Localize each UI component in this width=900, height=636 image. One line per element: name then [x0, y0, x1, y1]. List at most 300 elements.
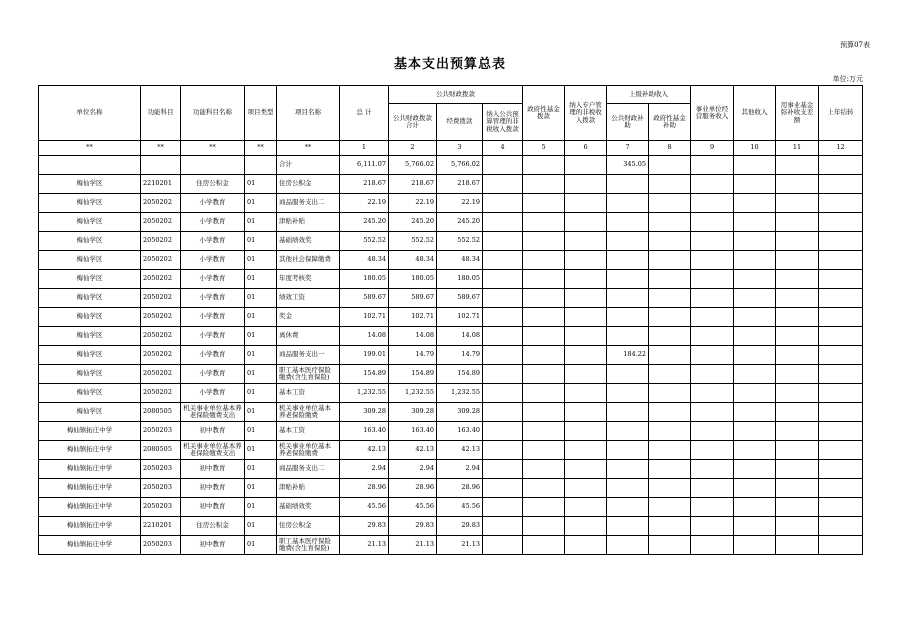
- empty-cell: [483, 289, 523, 308]
- cell-func-code: 2050202: [141, 365, 181, 384]
- cell-item-name: 基本工资: [277, 422, 340, 441]
- cell-total: 309.28: [340, 403, 389, 422]
- header-reserve-fund: 用事业基金弥补收支差额: [776, 86, 819, 141]
- empty-cell: [483, 403, 523, 422]
- cell-item-type: 01: [245, 517, 277, 536]
- cell-func-name: 小学教育: [181, 327, 245, 346]
- cell-item-type: 01: [245, 270, 277, 289]
- cell-total: 218.67: [340, 175, 389, 194]
- cell-func-name: 初中教育: [181, 536, 245, 555]
- cell-pf-subtotal: 21.13: [389, 536, 437, 555]
- index-cell: 5: [523, 141, 565, 156]
- empty-cell: [565, 346, 607, 365]
- empty-cell: [483, 346, 523, 365]
- cell-item-name: 职工基本医疗保险缴费(含生育保险): [277, 536, 340, 555]
- empty-cell: [483, 384, 523, 403]
- cell-total: 163.40: [340, 422, 389, 441]
- index-cell: **: [39, 141, 141, 156]
- empty-cell: [565, 498, 607, 517]
- cell-func-name: 小学教育: [181, 213, 245, 232]
- empty-cell: [691, 422, 734, 441]
- cell-pf-subtotal: 218.67: [389, 175, 437, 194]
- cell-item-type: 01: [245, 232, 277, 251]
- empty-cell: [776, 232, 819, 251]
- empty-cell: [649, 403, 691, 422]
- cell-item-name: 离休费: [277, 327, 340, 346]
- cell-unit-name: 梅仙镇拓庄中学: [39, 422, 141, 441]
- index-cell: 2: [389, 141, 437, 156]
- cell-func-name: 小学教育: [181, 194, 245, 213]
- empty-cell: [649, 498, 691, 517]
- empty-cell: [649, 289, 691, 308]
- cell-unit-name: 梅仙学区: [39, 194, 141, 213]
- cell-total: 45.56: [340, 498, 389, 517]
- empty-cell: [483, 251, 523, 270]
- empty-cell: [776, 384, 819, 403]
- empty-cell: [734, 460, 776, 479]
- empty-cell: [734, 213, 776, 232]
- empty-cell: [649, 441, 691, 460]
- cell-item-type: 01: [245, 422, 277, 441]
- empty-cell: [523, 251, 565, 270]
- cell-unit-name: 梅仙学区: [39, 327, 141, 346]
- cell-func-name: 初中教育: [181, 422, 245, 441]
- index-cell: 7: [607, 141, 649, 156]
- cell-total: 180.05: [340, 270, 389, 289]
- cell-func-code: 2050202: [141, 213, 181, 232]
- index-cell: 12: [819, 141, 863, 156]
- empty-cell: [776, 460, 819, 479]
- empty-cell: [565, 403, 607, 422]
- empty-cell: [565, 422, 607, 441]
- cell-func-code: 2080505: [141, 403, 181, 422]
- cell-item-type: 01: [245, 289, 277, 308]
- empty-cell: [565, 251, 607, 270]
- cell-sup-public: [607, 422, 649, 441]
- cell-unit-name: 梅仙学区: [39, 175, 141, 194]
- table-row: [39, 213, 863, 232]
- empty-cell: [649, 460, 691, 479]
- empty-cell: [819, 232, 863, 251]
- empty-cell: [734, 308, 776, 327]
- cell-pf-subtotal: 14.79: [389, 346, 437, 365]
- cell-func-name: 初中教育: [181, 479, 245, 498]
- empty-cell: [734, 441, 776, 460]
- cell-total: 22.19: [340, 194, 389, 213]
- empty-cell: [734, 536, 776, 555]
- empty-cell: [523, 441, 565, 460]
- cell-total: 48.34: [340, 251, 389, 270]
- empty-cell: [483, 498, 523, 517]
- empty-cell: [483, 536, 523, 555]
- empty-cell: [565, 536, 607, 555]
- cell-pf-subtotal: 245.20: [389, 213, 437, 232]
- cell-func-code: 2050202: [141, 251, 181, 270]
- empty-cell: [565, 365, 607, 384]
- cell-sup-public: [607, 289, 649, 308]
- empty-cell: [819, 213, 863, 232]
- empty-cell: [523, 479, 565, 498]
- empty-cell: [523, 384, 565, 403]
- empty-cell: [819, 498, 863, 517]
- empty-cell: [691, 384, 734, 403]
- cell-item-type: 01: [245, 175, 277, 194]
- empty-cell: [819, 536, 863, 555]
- empty-cell: [483, 213, 523, 232]
- cell-pf-fund: 21.13: [437, 536, 483, 555]
- cell-func-code: 2050203: [141, 479, 181, 498]
- total-amount: 6,111.07: [340, 156, 389, 175]
- cell-item-name: 基础绩效奖: [277, 232, 340, 251]
- empty-cell: [776, 517, 819, 536]
- table-row: [39, 327, 863, 346]
- empty-cell: [649, 270, 691, 289]
- cell-item-name: 奖金: [277, 308, 340, 327]
- empty-cell: [691, 517, 734, 536]
- cell-func-code: 2050202: [141, 289, 181, 308]
- empty-cell: [819, 308, 863, 327]
- empty-cell: [649, 213, 691, 232]
- cell-item-name: 住房公积金: [277, 517, 340, 536]
- cell-item-name: 基本工资: [277, 384, 340, 403]
- header-unit-name: 单位名称: [39, 86, 141, 141]
- cell-pf-fund: 14.08: [437, 327, 483, 346]
- cell-item-type: 01: [245, 251, 277, 270]
- empty-cell: [819, 175, 863, 194]
- cell-unit-name: 梅仙学区: [39, 346, 141, 365]
- cell-item-type: 01: [245, 441, 277, 460]
- cell-func-code: 2050203: [141, 422, 181, 441]
- cell-func-name: 小学教育: [181, 384, 245, 403]
- table-row: [39, 384, 863, 403]
- data-body: [39, 175, 863, 555]
- index-cell: 6: [565, 141, 607, 156]
- total-pf-subtotal: 5,766.02: [389, 156, 437, 175]
- empty-cell: [819, 460, 863, 479]
- empty-cell: [691, 308, 734, 327]
- table-row: [39, 460, 863, 479]
- cell-func-name: 小学教育: [181, 232, 245, 251]
- cell-item-name: 津贴补贴: [277, 213, 340, 232]
- cell-item-type: 01: [245, 327, 277, 346]
- empty-cell: [776, 498, 819, 517]
- empty-cell: [734, 232, 776, 251]
- empty-cell: [523, 232, 565, 251]
- cell-total: 2.94: [340, 460, 389, 479]
- empty-cell: [734, 498, 776, 517]
- empty-cell: [565, 289, 607, 308]
- total-pf-fund: 5,766.02: [437, 156, 483, 175]
- cell-func-code: 2210201: [141, 175, 181, 194]
- empty-cell: [776, 422, 819, 441]
- cell-pf-fund: 29.83: [437, 517, 483, 536]
- cell-pf-subtotal: 29.83: [389, 517, 437, 536]
- index-cell: 10: [734, 141, 776, 156]
- cell-func-code: 2050203: [141, 536, 181, 555]
- empty-cell: [819, 384, 863, 403]
- cell-unit-name: 梅仙镇拓庄中学: [39, 479, 141, 498]
- empty-cell: [691, 251, 734, 270]
- cell-sup-public: [607, 536, 649, 555]
- empty-cell: [565, 232, 607, 251]
- empty-cell: [819, 441, 863, 460]
- empty-cell: [649, 308, 691, 327]
- empty-cell: [523, 403, 565, 422]
- index-cell: **: [245, 141, 277, 156]
- cell-pf-subtotal: 102.71: [389, 308, 437, 327]
- empty-cell: [819, 346, 863, 365]
- table-row: [39, 232, 863, 251]
- form-number-label: 预算07表: [840, 41, 870, 49]
- cell-item-type: 01: [245, 346, 277, 365]
- cell-total: 199.01: [340, 346, 389, 365]
- header-item-type: 项目类型: [245, 86, 277, 141]
- cell-pf-fund: 245.20: [437, 213, 483, 232]
- cell-item-type: 01: [245, 403, 277, 422]
- empty-cell: [776, 346, 819, 365]
- empty-cell: [734, 270, 776, 289]
- table-row: [39, 479, 863, 498]
- empty-cell: [819, 365, 863, 384]
- empty-cell: [691, 498, 734, 517]
- empty-cell: [565, 194, 607, 213]
- index-row: [39, 141, 863, 156]
- empty-cell: [565, 479, 607, 498]
- cell-total: 245.20: [340, 213, 389, 232]
- cell-total: 29.83: [340, 517, 389, 536]
- empty-cell: [523, 498, 565, 517]
- empty-cell: [649, 384, 691, 403]
- page-title: 基本支出预算总表: [393, 57, 506, 72]
- empty-cell: [523, 213, 565, 232]
- cell-sup-public: 184.22: [607, 346, 649, 365]
- empty-cell: [691, 270, 734, 289]
- cell-unit-name: 梅仙学区: [39, 365, 141, 384]
- cell-sup-public: [607, 213, 649, 232]
- table-row: [39, 403, 863, 422]
- cell-func-code: 2050203: [141, 498, 181, 517]
- cell-total: 1,232.55: [340, 384, 389, 403]
- total-label: 合计: [277, 156, 340, 175]
- table-row: [39, 308, 863, 327]
- empty-cell: [483, 270, 523, 289]
- header-carryover: 上年结转: [819, 86, 863, 141]
- cell-item-name: 商品服务支出二: [277, 460, 340, 479]
- cell-unit-name: 梅仙学区: [39, 384, 141, 403]
- empty-cell: [691, 213, 734, 232]
- cell-item-name: 职工基本医疗保险缴费(含生育保险): [277, 365, 340, 384]
- empty-cell: [819, 251, 863, 270]
- cell-pf-fund: 48.34: [437, 251, 483, 270]
- table-row: [39, 441, 863, 460]
- header-item-name: 项目名称: [277, 86, 340, 141]
- table-row: [39, 289, 863, 308]
- empty-cell: [776, 175, 819, 194]
- index-cell: 4: [483, 141, 523, 156]
- header-superior: 上级补助收入: [607, 86, 691, 104]
- cell-total: 14.08: [340, 327, 389, 346]
- empty-cell: [483, 327, 523, 346]
- cell-item-name: 商品服务支出二: [277, 194, 340, 213]
- empty-cell: [734, 403, 776, 422]
- empty-cell: [734, 327, 776, 346]
- cell-sup-public: [607, 479, 649, 498]
- index-cell: **: [277, 141, 340, 156]
- cell-item-name: 机关事业单位基本养老保险缴费: [277, 441, 340, 460]
- cell-sup-public: [607, 251, 649, 270]
- empty-cell: [523, 175, 565, 194]
- empty-cell: [691, 536, 734, 555]
- cell-item-name: 商品服务支出一: [277, 346, 340, 365]
- empty-cell: [691, 403, 734, 422]
- empty-cell: [649, 422, 691, 441]
- empty-cell: [565, 327, 607, 346]
- index-cell: **: [181, 141, 245, 156]
- empty-cell: [649, 232, 691, 251]
- empty-cell: [691, 460, 734, 479]
- empty-cell: [523, 517, 565, 536]
- empty-cell: [819, 479, 863, 498]
- cell-sup-public: [607, 403, 649, 422]
- cell-pf-subtotal: 2.94: [389, 460, 437, 479]
- cell-func-code: 2050203: [141, 460, 181, 479]
- cell-item-type: 01: [245, 365, 277, 384]
- cell-item-name: 津贴补贴: [277, 479, 340, 498]
- empty-cell: [565, 460, 607, 479]
- empty-cell: [734, 346, 776, 365]
- empty-cell: [691, 346, 734, 365]
- cell-sup-public: [607, 441, 649, 460]
- header-pf-subtotal: 公共财政拨款合计: [389, 104, 437, 141]
- cell-func-code: 2210201: [141, 517, 181, 536]
- cell-sup-public: [607, 365, 649, 384]
- empty-cell: [483, 441, 523, 460]
- empty-cell: [649, 346, 691, 365]
- empty-cell: [776, 194, 819, 213]
- cell-pf-subtotal: 180.05: [389, 270, 437, 289]
- cell-unit-name: 梅仙学区: [39, 232, 141, 251]
- cell-total: 589.67: [340, 289, 389, 308]
- cell-sup-public: [607, 194, 649, 213]
- cell-unit-name: 梅仙镇拓庄中学: [39, 517, 141, 536]
- empty-cell: [523, 422, 565, 441]
- cell-pf-fund: 14.79: [437, 346, 483, 365]
- header-sup-gov-fund: 政府性基金补助: [649, 104, 691, 141]
- cell-pf-fund: 180.05: [437, 270, 483, 289]
- cell-item-type: 01: [245, 498, 277, 517]
- cell-func-name: 机关事业单位基本养老保险缴费支出: [181, 441, 245, 460]
- empty-cell: [819, 517, 863, 536]
- cell-total: 21.13: [340, 536, 389, 555]
- empty-cell: [649, 251, 691, 270]
- cell-pf-subtotal: 45.56: [389, 498, 437, 517]
- cell-item-type: 01: [245, 384, 277, 403]
- cell-sup-public: [607, 460, 649, 479]
- cell-unit-name: 梅仙学区: [39, 270, 141, 289]
- empty-cell: [691, 232, 734, 251]
- cell-func-name: 小学教育: [181, 308, 245, 327]
- cell-item-type: 01: [245, 213, 277, 232]
- empty-cell: [691, 365, 734, 384]
- empty-cell: [819, 422, 863, 441]
- empty-cell: [734, 517, 776, 536]
- cell-pf-subtotal: 14.08: [389, 327, 437, 346]
- index-cell: 11: [776, 141, 819, 156]
- empty-cell: [523, 194, 565, 213]
- cell-func-name: 住房公积金: [181, 175, 245, 194]
- empty-cell: [819, 270, 863, 289]
- unit-label: 单位:万元: [832, 75, 863, 83]
- empty-cell: [483, 365, 523, 384]
- cell-pf-fund: 45.56: [437, 498, 483, 517]
- empty-cell: [649, 536, 691, 555]
- empty-cell: [483, 517, 523, 536]
- empty-cell: [523, 365, 565, 384]
- cell-pf-fund: 22.19: [437, 194, 483, 213]
- cell-item-name: 机关事业单位基本养老保险缴费: [277, 403, 340, 422]
- cell-total: 28.96: [340, 479, 389, 498]
- cell-pf-subtotal: 48.34: [389, 251, 437, 270]
- cell-sup-public: [607, 498, 649, 517]
- index-cell: **: [141, 141, 181, 156]
- cell-pf-fund: 42.13: [437, 441, 483, 460]
- empty-cell: [776, 251, 819, 270]
- index-cell: 3: [437, 141, 483, 156]
- cell-pf-fund: 2.94: [437, 460, 483, 479]
- cell-unit-name: 梅仙学区: [39, 403, 141, 422]
- cell-func-name: 初中教育: [181, 498, 245, 517]
- cell-pf-fund: 1,232.55: [437, 384, 483, 403]
- empty-cell: [523, 346, 565, 365]
- empty-cell: [819, 194, 863, 213]
- table-row: [39, 365, 863, 384]
- empty-cell: [649, 365, 691, 384]
- cell-pf-fund: 552.52: [437, 232, 483, 251]
- cell-pf-fund: 309.28: [437, 403, 483, 422]
- header-gov-fund: 政府性基金拨款: [523, 86, 565, 141]
- cell-sup-public: [607, 384, 649, 403]
- cell-pf-fund: 589.67: [437, 289, 483, 308]
- cell-sup-public: [607, 270, 649, 289]
- cell-func-name: 住房公积金: [181, 517, 245, 536]
- cell-item-name: 其他社会保障缴费: [277, 251, 340, 270]
- empty-cell: [691, 479, 734, 498]
- cell-func-name: 初中教育: [181, 460, 245, 479]
- empty-cell: [523, 460, 565, 479]
- cell-item-type: 01: [245, 194, 277, 213]
- cell-pf-fund: 218.67: [437, 175, 483, 194]
- empty-cell: [776, 289, 819, 308]
- cell-item-name: 基础绩效奖: [277, 498, 340, 517]
- empty-cell: [691, 441, 734, 460]
- empty-cell: [691, 327, 734, 346]
- header-special-nontax: 纳入专户管理的非税收入拨款: [565, 86, 607, 141]
- cell-func-code: 2050202: [141, 346, 181, 365]
- cell-unit-name: 梅仙镇拓庄中学: [39, 536, 141, 555]
- empty-cell: [734, 251, 776, 270]
- empty-cell: [523, 327, 565, 346]
- header-func-code: 功能科目: [141, 86, 181, 141]
- empty-cell: [649, 479, 691, 498]
- cell-item-name: 绩效工资: [277, 289, 340, 308]
- empty-cell: [523, 289, 565, 308]
- header-pf-nontax: 纳入公共预算管理的非税收入拨款: [483, 104, 523, 141]
- table-row: [39, 422, 863, 441]
- table-row: [39, 346, 863, 365]
- empty-cell: [691, 194, 734, 213]
- cell-pf-subtotal: 22.19: [389, 194, 437, 213]
- empty-cell: [776, 536, 819, 555]
